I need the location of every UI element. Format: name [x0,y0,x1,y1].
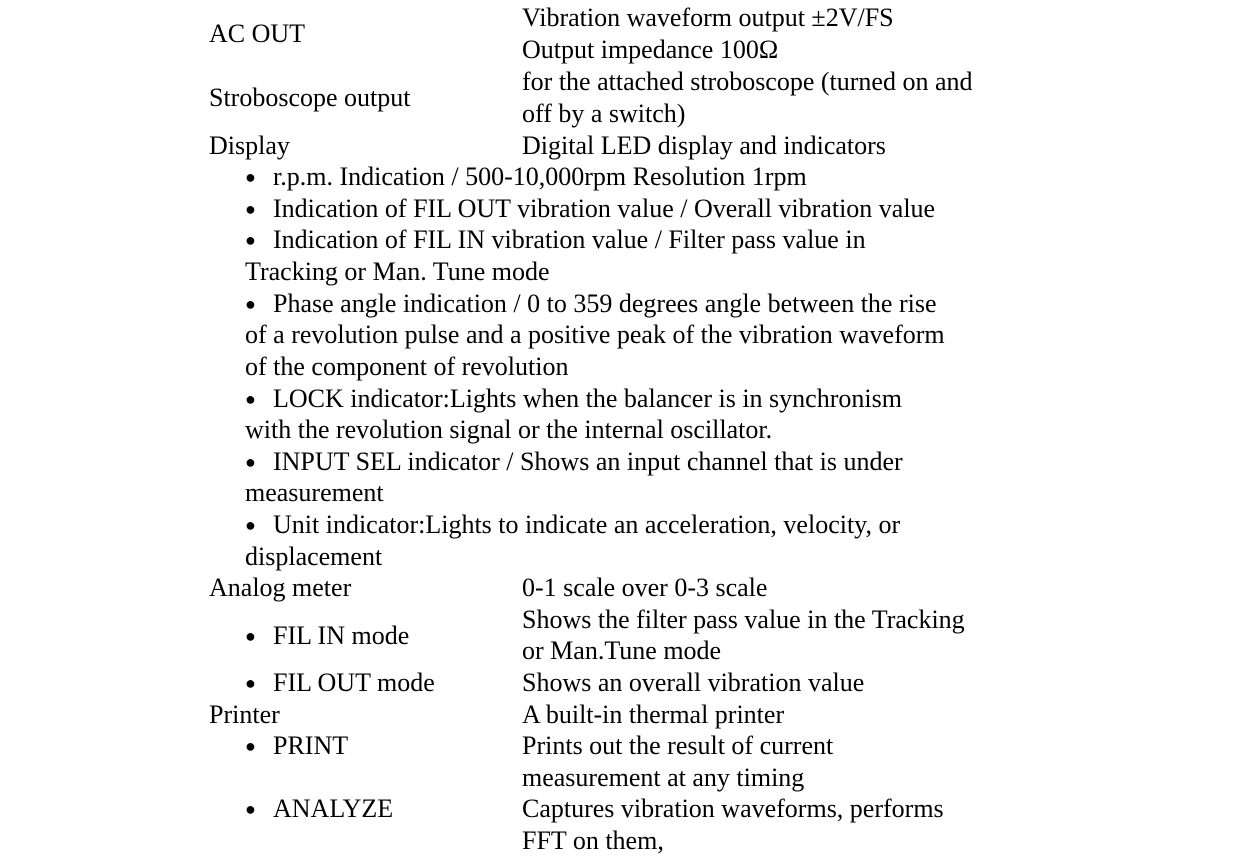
bullet-icon: ● [245,626,256,646]
analog-meter-fil-in-label: ● FIL IN mode [245,620,409,653]
stroboscope-desc-line2: off by a switch) [522,99,686,128]
display-item-phase-cont1: of a revolution pulse and a positive peak of the vibration waveform [245,320,945,349]
display-item-phase-cont2: of the component of revolution [245,352,569,381]
bullet-icon: ● [245,294,256,314]
display-item-rpm: ● r.p.m. Indication / 500-10,000rpm Resolution 1rpm [245,161,807,194]
printer-desc: A built-in thermal printer [522,700,785,729]
bullet-icon: ● [245,199,256,219]
stroboscope-desc-line1: for the attached stroboscope (turned on and [522,67,973,96]
display-item-fil-in-cont: Tracking or Man. Tune mode [245,257,550,286]
analog-meter-fil-in-desc-line1: Shows the filter pass value in the Tracking [522,605,965,634]
analog-meter-fil-in-desc-line2: or Man.Tune mode [522,636,722,665]
bullet-icon: ● [245,515,256,535]
bullet-icon: ● [245,736,256,756]
printer-print-desc-line2: measurement at any timing [522,763,805,792]
bullet-icon: ● [245,673,256,693]
analog-meter-label: Analog meter [209,573,352,602]
display-item-unit: ● Unit indicator:Lights to indicate an acceleration, velocity, or [245,509,900,542]
bullet-icon: ● [245,167,256,187]
display-item-fil-out: ● Indication of FIL OUT vibration value / Overall vibration value [245,193,935,226]
display-item-unit-cont: displacement [245,542,383,571]
display-desc: Digital LED display and indicators [522,131,886,160]
analog-meter-desc: 0-1 scale over 0-3 scale [522,573,768,602]
printer-analyze-label: ● ANALYZE [245,793,393,826]
printer-print-label: ● PRINT [245,730,348,763]
analog-meter-fil-out-label: ● FIL OUT mode [245,667,435,700]
display-item-fil-in: ● Indication of FIL IN vibration value / Filter pass value in [245,224,866,257]
display-label: Display [209,131,290,160]
printer-print-desc-line1: Prints out the result of current [522,731,834,760]
stroboscope-label: Stroboscope output [209,83,411,112]
display-item-phase: ● Phase angle indication / 0 to 359 degrees angle between the rise [245,288,937,321]
display-item-input-sel: ● INPUT SEL indicator / Shows an input channel that is under [245,446,903,479]
printer-label: Printer [209,700,280,729]
printer-analyze-desc-line1: Captures vibration waveforms, performs [522,794,944,823]
display-item-lock-cont: with the revolution signal or the internal oscillator. [245,415,773,444]
analog-meter-fil-out-desc: Shows an overall vibration value [522,668,865,697]
ac-out-desc-line1: Vibration waveform output ±2V/FS [522,3,894,32]
display-item-input-sel-cont: measurement [245,478,384,507]
bullet-icon: ● [245,230,256,250]
bullet-icon: ● [245,389,256,409]
bullet-icon: ● [245,799,256,819]
ac-out-label: AC OUT [209,19,306,48]
printer-analyze-desc-line2: FFT on them, [522,826,664,855]
bullet-icon: ● [245,452,256,472]
display-item-lock: ● LOCK indicator:Lights when the balancer is in synchronism [245,383,902,416]
ac-out-desc-line2: Output impedance 100Ω [522,35,779,64]
